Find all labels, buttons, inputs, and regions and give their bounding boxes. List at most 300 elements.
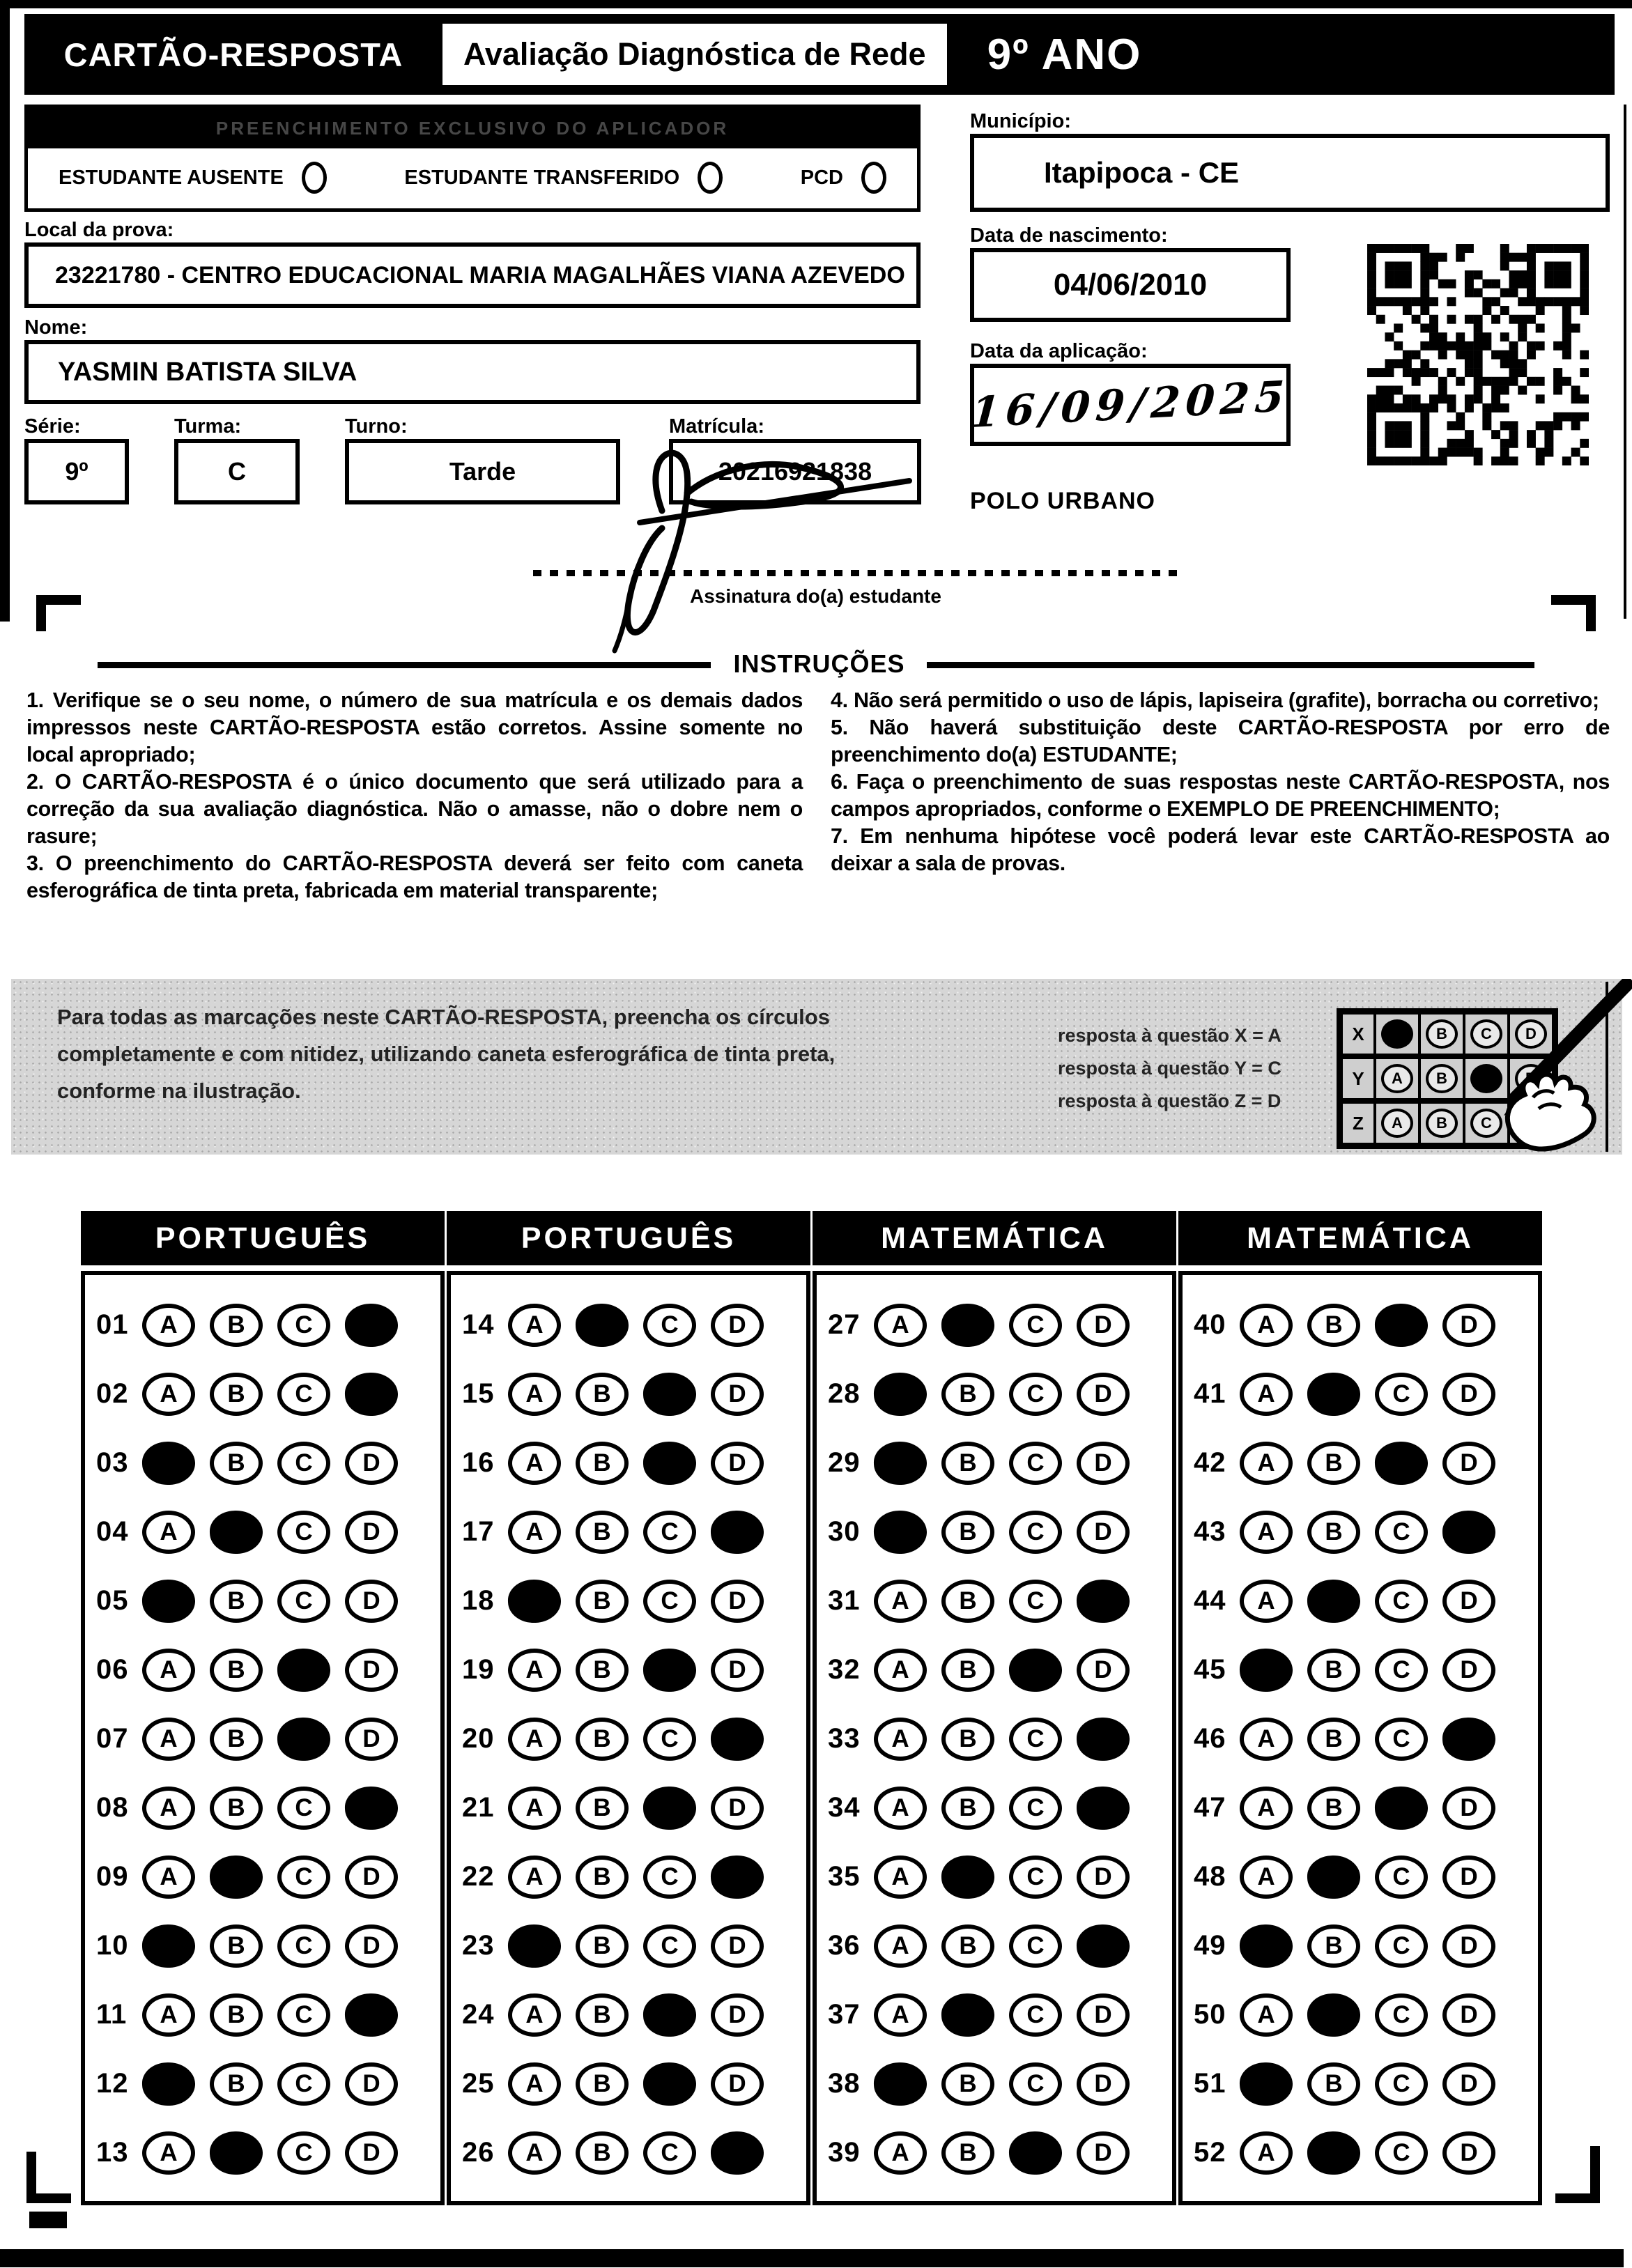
answer-bubble[interactable]: B <box>210 1580 263 1623</box>
answer-bubble[interactable]: C <box>1375 1580 1428 1623</box>
answer-bubble[interactable]: B <box>576 1924 629 1968</box>
answer-bubble[interactable]: B <box>941 1718 994 1761</box>
answer-bubble[interactable]: B <box>1307 1442 1360 1485</box>
answer-bubble[interactable]: C <box>277 1511 330 1554</box>
answer-bubble-filled[interactable] <box>941 1992 995 2037</box>
answer-bubble[interactable]: C <box>277 1580 330 1623</box>
answer-bubble[interactable]: B <box>1307 1649 1360 1692</box>
answer-bubble[interactable]: C <box>643 1580 696 1623</box>
column-header: PORTUGUÊS <box>81 1211 445 1265</box>
answer-bubble-filled[interactable] <box>1076 1716 1130 1761</box>
answer-bubble[interactable]: D <box>1077 1856 1130 1899</box>
answer-bubble-filled[interactable] <box>873 1440 927 1486</box>
registration-mark-bottom-right <box>1555 2146 1600 2203</box>
answer-bubble[interactable]: A <box>142 1856 195 1899</box>
turma-field <box>174 439 300 504</box>
qr-code <box>1367 244 1589 465</box>
answer-bubble-filled[interactable] <box>1374 1302 1429 1348</box>
example-cell <box>1373 1015 1418 1054</box>
answer-bubble[interactable]: A <box>508 2131 561 2175</box>
answer-bubble[interactable]: C <box>1375 1649 1428 1692</box>
answer-bubble-filled[interactable] <box>1307 1992 1361 2037</box>
answer-bubble[interactable]: C <box>1375 1924 1428 1968</box>
answer-bubble[interactable]: D <box>711 1373 764 1416</box>
answer-bubble-filled[interactable] <box>1442 1509 1496 1555</box>
answer-bubble[interactable]: C <box>277 2062 330 2106</box>
answer-bubble[interactable]: A <box>508 1856 561 1899</box>
answer-bubble[interactable]: C <box>1009 1580 1062 1623</box>
answer-bubble[interactable]: D <box>711 1304 764 1347</box>
answer-bubble-filled[interactable] <box>873 1371 927 1417</box>
answer-bubble[interactable]: C <box>1009 1304 1062 1347</box>
question-row <box>828 1704 1172 1773</box>
question-number: 08 <box>96 1792 129 1823</box>
answer-bubble-filled[interactable] <box>873 1509 927 1555</box>
example-row-label: Y <box>1352 1067 1364 1089</box>
answer-bubble-filled[interactable] <box>209 1854 263 1899</box>
answer-bubble[interactable]: C <box>277 1856 330 1899</box>
answer-bubble-filled[interactable] <box>642 1440 697 1486</box>
answer-bubble-filled[interactable] <box>642 1992 697 2037</box>
answer-bubble[interactable]: C <box>1375 1993 1428 2037</box>
answer-bubble[interactable]: A <box>508 1373 561 1416</box>
question-row <box>828 1359 1172 1428</box>
answer-bubble[interactable]: C <box>643 2131 696 2175</box>
answer-bubble-filled[interactable] <box>873 2061 927 2106</box>
example-bubble: D <box>1515 1019 1547 1049</box>
answer-bubble[interactable]: B <box>576 1511 629 1554</box>
answer-bubble-filled[interactable] <box>209 1509 263 1555</box>
answer-bubble[interactable]: B <box>576 1856 629 1899</box>
answer-bubble[interactable]: A <box>874 1718 927 1761</box>
answer-bubble-filled[interactable] <box>1307 1578 1361 1623</box>
answer-bubble[interactable]: D <box>711 1787 764 1830</box>
answer-bubble[interactable]: B <box>576 2062 629 2106</box>
answer-bubble[interactable]: B <box>210 1993 263 2037</box>
answer-bubble-filled[interactable] <box>1307 1371 1361 1417</box>
question-row <box>828 1635 1172 1704</box>
answer-bubble[interactable]: A <box>874 1993 927 2037</box>
question-row <box>1194 2118 1538 2187</box>
question-row <box>96 1704 440 1773</box>
answer-bubble[interactable]: C <box>1009 1442 1062 1485</box>
answer-bubble[interactable]: A <box>1240 1511 1293 1554</box>
answer-bubble[interactable]: A <box>1240 1373 1293 1416</box>
answer-bubble[interactable]: D <box>1077 1373 1130 1416</box>
answer-bubble[interactable]: B <box>210 1649 263 1692</box>
answer-bubble-filled[interactable] <box>209 2130 263 2175</box>
answer-bubble[interactable]: D <box>345 1511 398 1554</box>
instruction-item: 3. O preenchimento do CARTÃO-RESPOSTA deverá ser feito com caneta esferográfica de tinta preta, fabricada em material transparente; <box>26 851 803 902</box>
answer-bubble[interactable]: A <box>1240 1856 1293 1899</box>
answer-bubble[interactable]: A <box>874 1304 927 1347</box>
question-row <box>1194 2049 1538 2118</box>
status-circle[interactable] <box>302 162 327 194</box>
answer-bubble[interactable]: B <box>210 1304 263 1347</box>
answer-bubble[interactable]: C <box>643 1856 696 1899</box>
answer-bubble[interactable]: D <box>345 1442 398 1485</box>
answer-bubble[interactable]: C <box>1375 2062 1428 2106</box>
question-row <box>1194 1497 1538 1566</box>
answer-bubble[interactable]: B <box>941 1787 994 1830</box>
answer-bubble[interactable]: D <box>1442 1304 1495 1347</box>
student-status-row <box>28 148 917 207</box>
question-number: 19 <box>462 1654 495 1685</box>
instruction-item: 2. O CARTÃO-RESPOSTA é o único documento que será utilizado para a correção da sua avaliação diagnóstica. Não o amasse, não o dobre nem o rasure; <box>26 770 803 848</box>
answer-bubble[interactable]: A <box>1240 1580 1293 1623</box>
serie-field <box>24 439 129 504</box>
answer-bubble[interactable]: A <box>508 1511 561 1554</box>
answer-bubble[interactable]: C <box>1375 1856 1428 1899</box>
nome-field <box>24 340 921 404</box>
status-circle[interactable] <box>861 162 886 194</box>
answer-bubble[interactable]: D <box>1077 1304 1130 1347</box>
answer-bubble[interactable]: A <box>874 1580 927 1623</box>
answer-bubble[interactable]: A <box>508 1718 561 1761</box>
question-number: 09 <box>96 1861 129 1892</box>
answer-bubble[interactable]: D <box>711 1649 764 1692</box>
answer-bubble[interactable]: B <box>210 1924 263 1968</box>
answer-bubble[interactable]: A <box>508 1787 561 1830</box>
answer-bubble-filled[interactable] <box>1374 1440 1429 1486</box>
answer-bubble[interactable]: C <box>277 1442 330 1485</box>
answer-bubble[interactable]: A <box>508 1442 561 1485</box>
answer-bubble[interactable]: D <box>345 2131 398 2175</box>
answer-bubble[interactable]: A <box>874 1649 927 1692</box>
answer-bubble[interactable]: A <box>142 1718 195 1761</box>
answer-bubble[interactable]: A <box>874 2131 927 2175</box>
answer-bubble[interactable]: D <box>711 1442 764 1485</box>
answer-bubble[interactable]: C <box>277 1924 330 1968</box>
answer-bubble-filled[interactable] <box>1239 1923 1293 1968</box>
answer-bubble[interactable]: C <box>277 1993 330 2037</box>
answer-bubble[interactable]: C <box>277 1787 330 1830</box>
answer-bubble[interactable]: D <box>1442 1649 1495 1692</box>
question-row <box>462 1842 806 1911</box>
signature-label: Assinatura do(a) estudante <box>690 585 941 607</box>
answer-bubble[interactable]: B <box>576 1649 629 1692</box>
answer-bubble[interactable]: A <box>142 1304 195 1347</box>
question-number: 17 <box>462 1516 495 1547</box>
answer-bubble-filled[interactable] <box>277 1647 331 1692</box>
answer-bubble-filled[interactable] <box>642 2061 697 2106</box>
answer-bubble[interactable]: C <box>643 1924 696 1968</box>
question-row <box>828 1911 1172 1980</box>
answer-bubble[interactable]: D <box>1442 1856 1495 1899</box>
question-row <box>1194 1428 1538 1497</box>
answer-bubble[interactable]: D <box>711 1993 764 2037</box>
answer-bubble[interactable]: C <box>1009 1511 1062 1554</box>
answer-bubble[interactable]: B <box>210 1787 263 1830</box>
status-option-label: ESTUDANTE AUSENTE <box>59 166 284 189</box>
question-number: 34 <box>828 1792 861 1823</box>
answer-bubble[interactable]: D <box>711 2062 764 2106</box>
answer-bubble[interactable]: C <box>277 1373 330 1416</box>
answer-bubble[interactable]: B <box>576 1373 629 1416</box>
answer-bubble[interactable]: D <box>345 1856 398 1899</box>
answer-bubble-filled[interactable] <box>710 2130 764 2175</box>
answer-bubble[interactable]: A <box>1240 2131 1293 2175</box>
answer-bubble-filled[interactable] <box>141 2061 196 2106</box>
example-legend <box>1058 1019 1281 1118</box>
answer-bubble[interactable]: A <box>142 1787 195 1830</box>
answer-bubble[interactable]: A <box>874 1856 927 1899</box>
status-option <box>404 162 723 194</box>
question-row <box>462 1980 806 2049</box>
answer-bubble[interactable]: B <box>1307 1718 1360 1761</box>
serie-value: 9º <box>65 457 88 486</box>
answer-bubble[interactable]: C <box>1375 1511 1428 1554</box>
answer-bubble[interactable]: B <box>941 1373 994 1416</box>
answer-bubble[interactable]: A <box>1240 1442 1293 1485</box>
matricula-label: Matrícula: <box>669 415 764 438</box>
answer-bubble[interactable]: D <box>345 1924 398 1968</box>
question-row <box>96 2049 440 2118</box>
answer-bubble-filled[interactable] <box>1307 1854 1361 1899</box>
municipio-label: Município: <box>970 110 1071 132</box>
answer-bubble[interactable]: C <box>643 1718 696 1761</box>
answer-bubble-filled[interactable] <box>1374 1785 1429 1830</box>
answer-bubble[interactable]: D <box>1442 1924 1495 1968</box>
question-number: 15 <box>462 1378 495 1409</box>
question-row <box>462 1911 806 1980</box>
answer-bubble[interactable]: D <box>711 1924 764 1968</box>
answer-bubble[interactable]: A <box>1240 1718 1293 1761</box>
answer-bubble[interactable]: B <box>941 2131 994 2175</box>
page-title: CARTÃO-RESPOSTA <box>63 36 403 73</box>
status-option <box>59 162 327 194</box>
instruction-item: 1. Verifique se o seu nome, o número de sua matrícula e os demais dados impressos neste CARTÃO-RESPOSTA estão corretos. Assine somente no local apropriado; <box>26 688 803 766</box>
answer-bubble[interactable]: A <box>508 1304 561 1347</box>
answer-grid-matematica-1 <box>813 1271 1176 2205</box>
status-circle[interactable] <box>698 162 723 194</box>
answer-bubble[interactable]: D <box>1442 1993 1495 2037</box>
answer-bubble[interactable]: B <box>1307 2062 1360 2106</box>
instruction-item: 7. Em nenhuma hipótese você poderá levar este CARTÃO-RESPOSTA ao deixar a sala de provas. <box>831 824 1610 875</box>
nascimento-value: 04/06/2010 <box>1053 268 1208 302</box>
answer-bubble[interactable]: C <box>1009 1787 1062 1830</box>
answer-bubble[interactable]: B <box>576 1718 629 1761</box>
answer-bubble[interactable]: D <box>1077 1511 1130 1554</box>
answer-bubble-filled[interactable] <box>941 1302 995 1348</box>
answer-bubble[interactable]: D <box>711 1580 764 1623</box>
column-header: MATEMÁTICA <box>813 1211 1176 1265</box>
answer-bubble[interactable]: B <box>1307 1924 1360 1968</box>
question-row <box>1194 1704 1538 1773</box>
answer-bubble[interactable]: B <box>941 1924 994 1968</box>
applicator-bar: PREENCHIMENTO EXCLUSIVO DO APLICADOR <box>28 108 917 148</box>
answer-bubble-filled[interactable] <box>1076 1785 1130 1830</box>
answer-bubble[interactable]: C <box>1009 1924 1062 1968</box>
answer-bubble[interactable]: A <box>508 1993 561 2037</box>
answer-bubble[interactable]: B <box>576 1442 629 1485</box>
question-row <box>1194 1290 1538 1359</box>
question-number: 42 <box>1194 1447 1226 1478</box>
answer-bubble-filled[interactable] <box>710 1509 764 1555</box>
answer-bubble[interactable]: B <box>941 1511 994 1554</box>
answer-bubble[interactable]: A <box>508 1649 561 1692</box>
answer-grid-portugues-1 <box>81 1271 445 2205</box>
question-number: 35 <box>828 1861 861 1892</box>
answer-bubble[interactable]: B <box>210 1442 263 1485</box>
answer-bubble[interactable]: D <box>1077 2062 1130 2106</box>
answer-bubble[interactable]: B <box>576 1787 629 1830</box>
answer-bubble-filled[interactable] <box>642 1371 697 1417</box>
answer-bubble[interactable]: A <box>142 1511 195 1554</box>
answer-bubble[interactable]: C <box>1009 1856 1062 1899</box>
question-number: 32 <box>828 1654 861 1685</box>
answer-bubble[interactable]: A <box>1240 1304 1293 1347</box>
answer-bubble[interactable]: C <box>1009 1718 1062 1761</box>
question-number: 11 <box>96 1999 128 2030</box>
answer-bubble[interactable]: D <box>1077 1649 1130 1692</box>
answer-bubble[interactable]: B <box>941 1649 994 1692</box>
answer-bubble-filled[interactable] <box>1307 2130 1361 2175</box>
answer-bubble-filled[interactable] <box>507 1923 562 1968</box>
answer-bubble[interactable]: A <box>508 2062 561 2106</box>
example-row-label: Z <box>1353 1112 1364 1134</box>
answer-bubble-filled[interactable] <box>642 1647 697 1692</box>
answer-bubble[interactable]: D <box>1442 1787 1495 1830</box>
answer-bubble[interactable]: A <box>142 1649 195 1692</box>
answer-bubble[interactable]: C <box>1375 1373 1428 1416</box>
question-row <box>828 1773 1172 1842</box>
answer-bubble-filled[interactable] <box>941 1854 995 1899</box>
answer-bubble-filled[interactable] <box>344 1992 399 2037</box>
question-number: 04 <box>96 1516 129 1547</box>
answer-bubble[interactable]: C <box>643 1304 696 1347</box>
question-row <box>96 1842 440 1911</box>
answer-bubble[interactable]: D <box>345 1649 398 1692</box>
header <box>24 14 1615 95</box>
answer-bubble[interactable]: D <box>345 1718 398 1761</box>
answer-bubble[interactable]: D <box>1442 1442 1495 1485</box>
answer-bubble[interactable]: A <box>1240 1993 1293 2037</box>
question-number: 38 <box>828 2068 861 2099</box>
answer-bubble-filled[interactable] <box>507 1578 562 1623</box>
answer-grid-portugues-2 <box>447 1271 810 2205</box>
answer-bubble[interactable]: D <box>1442 2062 1495 2106</box>
question-number: 48 <box>1194 1861 1226 1892</box>
answer-bubble[interactable]: C <box>1375 1718 1428 1761</box>
answer-bubble[interactable]: C <box>1375 2131 1428 2175</box>
answer-bubble[interactable]: A <box>142 2131 195 2175</box>
answer-bubble[interactable]: B <box>576 2131 629 2175</box>
question-number: 21 <box>462 1792 495 1823</box>
answer-bubble[interactable]: A <box>874 1787 927 1830</box>
answer-bubble[interactable]: C <box>643 1511 696 1554</box>
example-bubble: A <box>1381 1064 1413 1093</box>
answer-bubble-filled[interactable] <box>344 1302 399 1348</box>
answer-bubble[interactable]: D <box>1077 1993 1130 2037</box>
answer-bubble[interactable]: C <box>277 2131 330 2175</box>
question-row <box>828 1290 1172 1359</box>
answer-bubble[interactable]: C <box>1009 1373 1062 1416</box>
answer-bubble-filled[interactable] <box>710 1854 764 1899</box>
answer-grid-matematica-2 <box>1178 1271 1542 2205</box>
answer-bubble[interactable]: B <box>210 1718 263 1761</box>
answer-column-matematica-1 <box>813 1211 1176 2205</box>
answer-bubble[interactable]: C <box>1009 2062 1062 2106</box>
answer-bubble[interactable]: C <box>1009 1993 1062 2037</box>
answer-bubble-filled[interactable] <box>141 1440 196 1486</box>
answer-bubble[interactable]: A <box>1240 1787 1293 1830</box>
answer-bubble[interactable]: A <box>874 1924 927 1968</box>
question-number: 06 <box>96 1654 129 1685</box>
answer-bubble-filled[interactable] <box>141 1923 196 1968</box>
column-header: MATEMÁTICA <box>1178 1211 1542 1265</box>
answer-bubble[interactable]: D <box>1442 2131 1495 2175</box>
answer-bubble-filled[interactable] <box>1442 1716 1496 1761</box>
question-number: 28 <box>828 1378 861 1409</box>
question-number: 47 <box>1194 1792 1226 1823</box>
aplicacao-field <box>970 364 1291 446</box>
answer-bubble[interactable]: B <box>941 2062 994 2106</box>
question-row <box>96 1497 440 1566</box>
question-row <box>462 2049 806 2118</box>
answer-bubble-filled[interactable] <box>1239 1647 1293 1692</box>
answer-bubble[interactable]: B <box>576 1580 629 1623</box>
answer-bubble[interactable]: B <box>1307 1511 1360 1554</box>
answer-bubble-filled[interactable] <box>141 1578 196 1623</box>
answer-bubble[interactable]: D <box>345 2062 398 2106</box>
question-number: 50 <box>1194 1999 1226 2030</box>
answer-bubble[interactable]: B <box>941 1442 994 1485</box>
matricula-value: 20216921838 <box>718 457 872 486</box>
answer-bubble[interactable]: C <box>277 1304 330 1347</box>
answer-bubble-filled[interactable] <box>1239 2061 1293 2106</box>
status-option <box>801 162 886 194</box>
example-legend-line: resposta à questão Z = D <box>1058 1090 1281 1111</box>
answer-bubble[interactable]: D <box>345 1580 398 1623</box>
question-row <box>1194 1566 1538 1635</box>
answer-bubble[interactable]: D <box>1442 1580 1495 1623</box>
answer-bubble[interactable]: B <box>1307 1787 1360 1830</box>
answer-bubble-filled[interactable] <box>344 1371 399 1417</box>
question-number: 33 <box>828 1723 861 1754</box>
answer-bubble[interactable]: B <box>941 1580 994 1623</box>
example-legend-line: resposta à questão X = A <box>1058 1025 1281 1046</box>
answer-bubble-filled[interactable] <box>1076 1923 1130 1968</box>
question-row <box>828 2049 1172 2118</box>
answer-bubble[interactable]: B <box>210 2062 263 2106</box>
answer-bubble[interactable]: B <box>210 1373 263 1416</box>
answer-bubble-filled[interactable] <box>1008 2130 1063 2175</box>
answer-bubble-filled[interactable] <box>277 1716 331 1761</box>
question-row <box>1194 1980 1538 2049</box>
answer-bubble-filled[interactable] <box>1008 1647 1063 1692</box>
example-bubble: A <box>1381 1109 1413 1138</box>
local-label: Local da prova: <box>24 219 174 241</box>
answer-bubble-filled[interactable] <box>1076 1578 1130 1623</box>
answer-bubble-filled[interactable] <box>575 1302 629 1348</box>
answer-bubble[interactable]: A <box>142 1373 195 1416</box>
answer-bubble[interactable]: D <box>1077 2131 1130 2175</box>
answer-bubble[interactable]: D <box>1077 1442 1130 1485</box>
answer-bubble[interactable]: D <box>1442 1373 1495 1416</box>
answer-bubble-filled[interactable] <box>710 1716 764 1761</box>
question-row <box>1194 1773 1538 1842</box>
answer-bubble-filled[interactable] <box>344 1785 399 1830</box>
question-number: 39 <box>828 2137 861 2168</box>
example-bubble-filled <box>1381 1019 1413 1049</box>
answer-column-portugues-1 <box>81 1211 445 2205</box>
answer-bubble[interactable]: A <box>142 1993 195 2037</box>
registration-mark-top-left <box>36 595 81 631</box>
answer-bubble[interactable]: B <box>576 1993 629 2037</box>
answer-bubble-filled[interactable] <box>642 1785 697 1830</box>
answer-bubble[interactable]: B <box>1307 1304 1360 1347</box>
